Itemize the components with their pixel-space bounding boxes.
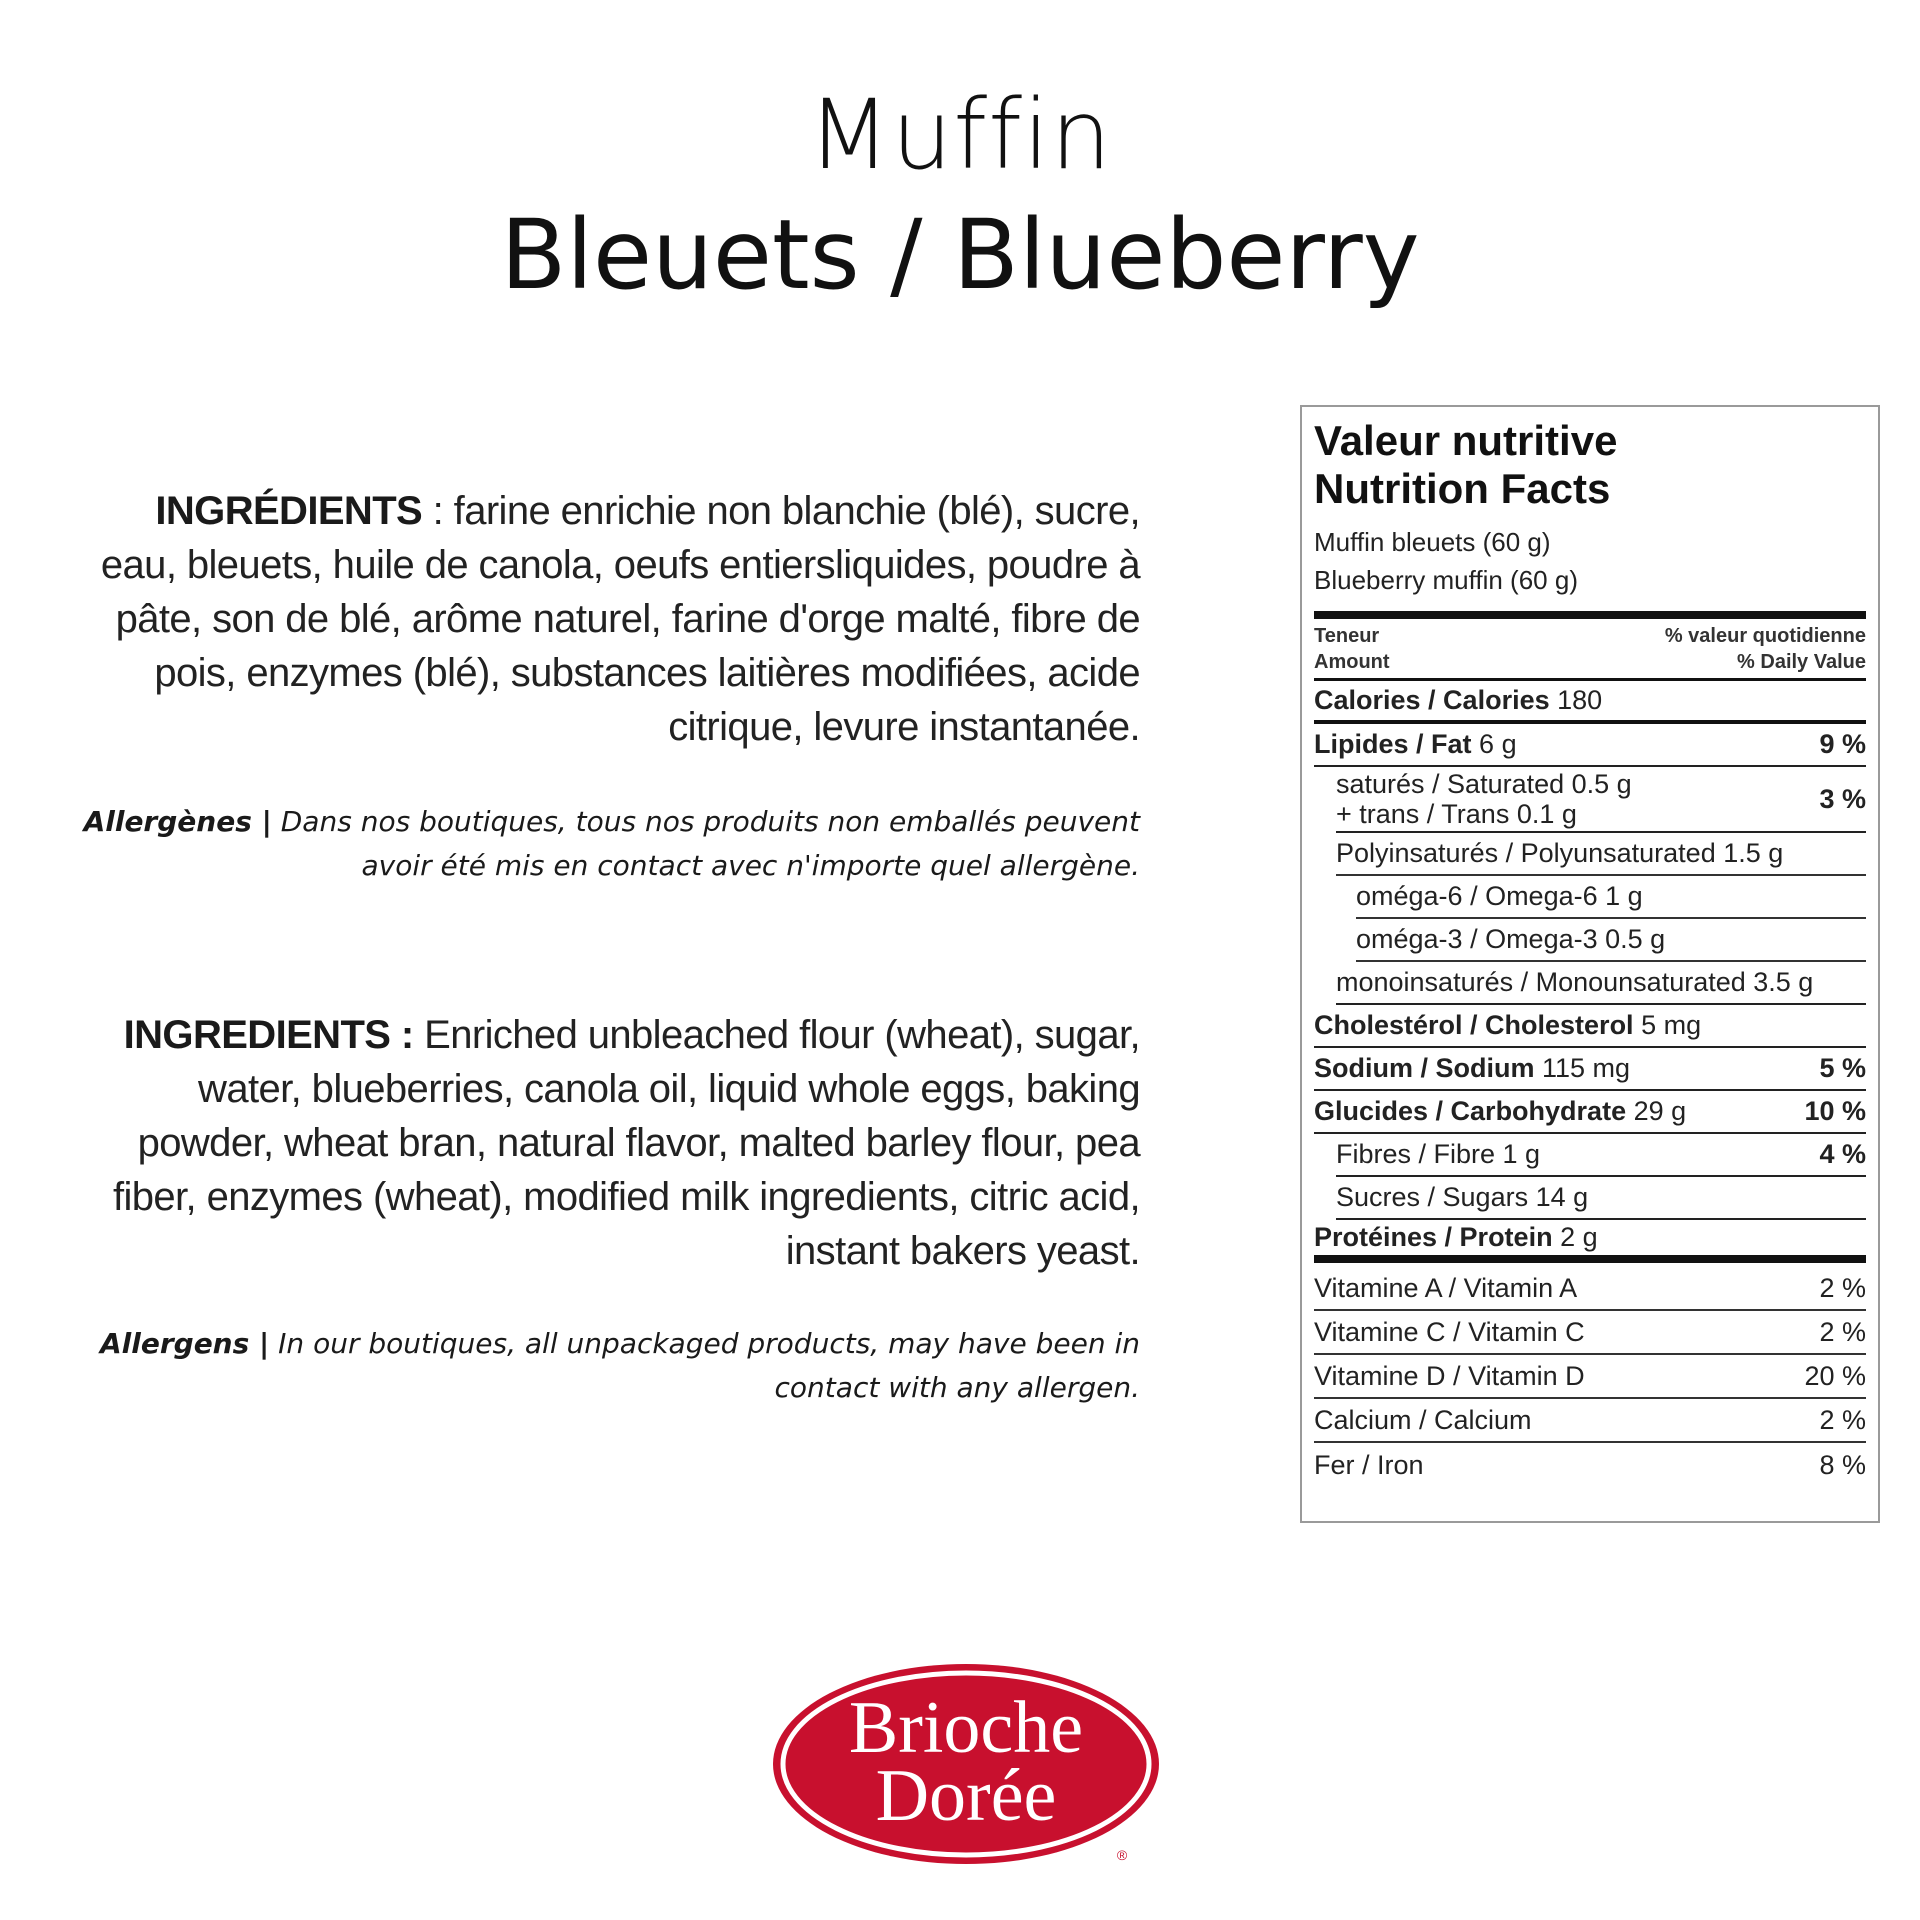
ingredients-english	[70, 1008, 1140, 1278]
fibre-label: Fibres / Fibre 1 g	[1336, 1139, 1541, 1169]
column-header	[1314, 619, 1866, 681]
fat-pct: 9 %	[1819, 729, 1866, 759]
protein-row	[1314, 1220, 1866, 1263]
vitamin-label: Vitamine A / Vitamin A	[1314, 1272, 1578, 1303]
sat-trans-pct: 3 %	[1819, 784, 1866, 814]
sodium-label: Sodium / Sodium	[1314, 1053, 1535, 1083]
ingredients-french-label: INGRÉDIENTS	[155, 489, 423, 533]
calories-row	[1314, 681, 1866, 724]
fibre-row	[1336, 1134, 1866, 1177]
cholesterol-row	[1314, 1005, 1866, 1048]
vitamin-label: Vitamine D / Vitamin D	[1314, 1360, 1585, 1391]
vitamin-list	[1314, 1267, 1866, 1487]
calories-label: Calories / Calories	[1314, 685, 1550, 715]
ingredients-english-label: INGREDIENTS :	[123, 1013, 414, 1057]
poly-label: Polyinsaturés / Polyunsaturated 1.5 g	[1336, 838, 1784, 868]
vitamin-pct: 2 %	[1819, 1272, 1866, 1303]
product-title-line2: Bleuets / Blueberry	[500, 199, 1420, 311]
carbohydrate-row	[1314, 1091, 1866, 1134]
vitamin-label: Vitamine C / Vitamin C	[1314, 1316, 1585, 1347]
fat-row	[1314, 724, 1866, 767]
allergens-french-label: Allergènes |	[83, 805, 272, 838]
trans-label: + trans / Trans 0.1 g	[1336, 799, 1577, 829]
sugars-label: Sucres / Sugars 14 g	[1336, 1182, 1589, 1212]
fat-label: Lipides / Fat	[1314, 729, 1472, 759]
vitamin-pct: 20 %	[1804, 1360, 1866, 1391]
omega6-row	[1356, 876, 1866, 919]
vitamin-label: Calcium / Calcium	[1314, 1404, 1532, 1435]
logo-text-line1: Brioche	[848, 1687, 1084, 1769]
vitamin-pct: 2 %	[1819, 1316, 1866, 1347]
vitamin-row	[1314, 1399, 1866, 1443]
vitamin-pct: 2 %	[1819, 1404, 1866, 1435]
serving-size-en: Blueberry muffin (60 g)	[1314, 565, 1578, 595]
ingredients-english-text: Enriched unbleached flour (wheat), sugar, water, blueberries, canola oil, liquid whole eggs, baking powder, wheat bran, natural flavor, malted barley flour, pea fiber, enzymes (wheat), modified milk ingredients, citric acid, instant bakers yeast.	[112, 1013, 1140, 1273]
ingredients-french	[70, 484, 1140, 754]
cholesterol-label: Cholestérol / Cholesterol	[1314, 1010, 1634, 1040]
logo-text-line2: Dorée	[875, 1755, 1057, 1837]
omega6-label: oméga-6 / Omega-6 1 g	[1356, 881, 1643, 911]
sat-trans-row	[1336, 767, 1866, 833]
vitamin-row	[1314, 1267, 1866, 1311]
nutrition-heading-fr: Valeur nutritive	[1314, 417, 1618, 464]
vitamin-row	[1314, 1311, 1866, 1355]
protein-value: 2 g	[1560, 1222, 1598, 1252]
serving-size	[1314, 523, 1866, 599]
poly-row	[1336, 833, 1866, 876]
product-title-line1: Muffin	[807, 79, 1113, 191]
amount-header-fr: Teneur	[1314, 625, 1380, 647]
nutrition-facts-panel	[1300, 405, 1880, 1523]
sugars-row	[1336, 1177, 1866, 1220]
sodium-value: 115 mg	[1542, 1053, 1631, 1083]
carbohydrate-pct: 10 %	[1804, 1096, 1866, 1126]
divider-thick	[1314, 611, 1866, 619]
fat-value: 6 g	[1479, 729, 1517, 759]
omega3-label: oméga-3 / Omega-3 0.5 g	[1356, 924, 1666, 954]
allergens-english-text: In our boutiques, all unpackaged products, may have been in contact with any allergen.	[269, 1327, 1140, 1404]
brioche-doree-logo	[770, 1660, 1162, 1870]
vitamin-label: Fer / Iron	[1314, 1449, 1424, 1480]
allergens-english	[70, 1322, 1140, 1410]
omega3-row	[1356, 919, 1866, 962]
mono-row	[1336, 962, 1866, 1005]
saturated-label: saturés / Saturated 0.5 g	[1336, 769, 1632, 799]
protein-label: Protéines / Protein	[1314, 1222, 1553, 1252]
mono-label: monoinsaturés / Monounsaturated 3.5 g	[1336, 967, 1814, 997]
sodium-row	[1314, 1048, 1866, 1091]
ingredients-french-text: : farine enrichie non blanchie (blé), sucre, eau, bleuets, huile de canola, oeufs entiersliquides, poudre à pâte, son de blé, arôme naturel, farine d'orge malté, fibre de pois, enzymes (blé), substances laitières modifiées, acide citrique, levure instantanée.	[100, 489, 1140, 749]
cholesterol-value: 5 mg	[1641, 1010, 1702, 1040]
carbohydrate-value: 29 g	[1633, 1096, 1687, 1126]
allergens-french-text: Dans nos boutiques, tous nos produits non emballés peuvent avoir été mis en contact avec n'importe quel allergène.	[271, 805, 1140, 882]
nutrition-heading-en: Nutrition Facts	[1314, 465, 1611, 512]
dv-header-en: % Daily Value	[1737, 651, 1866, 673]
carbohydrate-label: Glucides / Carbohydrate	[1314, 1096, 1627, 1126]
dv-header-fr: % valeur quotidienne	[1664, 625, 1866, 647]
allergens-french	[70, 800, 1140, 888]
vitamin-row	[1314, 1355, 1866, 1399]
vitamin-pct: 8 %	[1819, 1449, 1866, 1480]
allergens-english-label: Allergens |	[99, 1327, 270, 1360]
registered-mark: ®	[1116, 1847, 1128, 1863]
sodium-pct: 5 %	[1819, 1053, 1866, 1083]
serving-size-fr: Muffin bleuets (60 g)	[1314, 527, 1551, 557]
vitamin-row	[1314, 1443, 1866, 1487]
fibre-pct: 4 %	[1819, 1139, 1866, 1169]
amount-header-en: Amount	[1314, 651, 1390, 673]
calories-value: 180	[1557, 685, 1603, 715]
